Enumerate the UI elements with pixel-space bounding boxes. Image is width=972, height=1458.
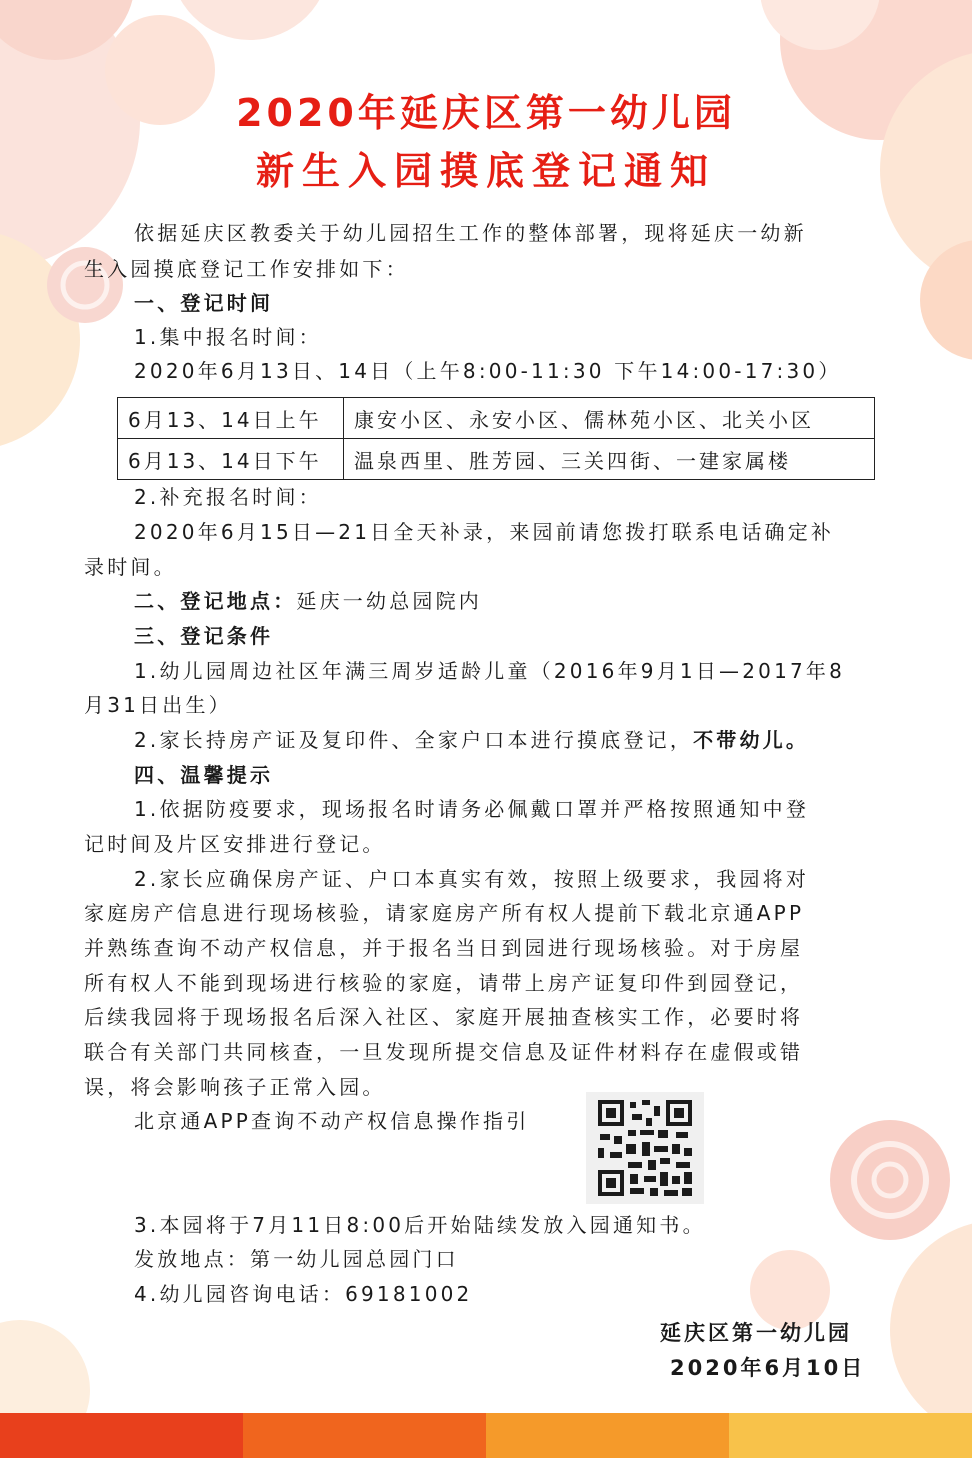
bar-segment — [729, 1413, 972, 1458]
bottom-color-bar — [0, 1413, 972, 1458]
section4-p2-line: 并熟练查询不动产权信息，并于报名当日到园进行现场核验。对于房屋 — [84, 936, 804, 960]
notice-title-line2: 新生入园摸底登记通知 — [255, 149, 716, 193]
section4-p2-line: 2.家长应确保房产证、户口本真实有效，按照上级要求，我园将对 — [134, 867, 810, 891]
section4-p2-line: 误，将会影响孩子正常入园。 — [84, 1075, 386, 1099]
section4-p2-line: 所有权人不能到现场进行核验的家庭，请带上房产证复印件到园登记， — [84, 971, 804, 995]
section3-item2-bold: 不带幼儿。 — [693, 728, 810, 752]
table-cell-areas: 温泉西里、胜芳园、三关四街、一建家属楼 — [344, 439, 875, 480]
bar-segment — [243, 1413, 486, 1458]
table-cell-areas: 康安小区、永安小区、儒林苑小区、北关小区 — [344, 398, 875, 439]
section1-heading: 一、登记时间 — [134, 291, 274, 315]
table-cell-time: 6月13、14日上午 — [118, 398, 344, 439]
section4-p2-line: 联合有关部门共同核查，一旦发现所提交信息及证件材料存在虚假或错 — [84, 1040, 804, 1064]
section4-p1-line1: 1.依据防疫要求，现场报名时请务必佩戴口罩并严格按照通知中登 — [134, 797, 810, 821]
section3-item1-line2: 月31日出生） — [84, 693, 232, 717]
bar-segment — [486, 1413, 729, 1458]
section3-item1-line1: 1.幼儿园周边社区年满三周岁适龄儿童（2016年9月1日—2017年8 — [134, 659, 846, 683]
beijingtong-guide-label: 北京通APP查询不动产权信息操作指引 — [134, 1109, 530, 1133]
section1-item2-line2: 录时间。 — [84, 555, 177, 579]
section2-value: 延庆一幼总园院内 — [296, 589, 483, 613]
section1-dates: 2020年6月13日、14日（上午8:00-11:30 下午14:00-17:30） — [134, 359, 842, 383]
section2 — [134, 588, 482, 614]
section1-item1: 1.集中报名时间： — [134, 325, 322, 349]
intro-line2: 生入园摸底登记工作安排如下： — [84, 257, 409, 281]
section4-p2-line: 后续我园将于现场报名后深入社区、家庭开展抽查核实工作，必要时将 — [84, 1005, 804, 1029]
section3-item2-text: 2.家长持房产证及复印件、全家户口本进行摸底登记， — [134, 728, 694, 752]
section3-item2 — [134, 727, 809, 753]
section4-p2-line: 家庭房产信息进行现场核验，请家庭房产所有权人提前下载北京通APP — [84, 901, 805, 925]
section2-heading: 二、登记地点： — [134, 589, 297, 613]
table-row — [118, 439, 875, 480]
signature-date: 2020年6月10日 — [670, 1356, 866, 1380]
section4-heading: 四、温馨提示 — [134, 763, 274, 787]
intro-line1: 依据延庆区教委关于幼儿园招生工作的整体部署，现将延庆一幼新 — [134, 221, 807, 245]
signature-org: 延庆区第一幼儿园 — [660, 1321, 852, 1345]
table-row — [118, 398, 875, 439]
section4-p4: 4.幼儿园咨询电话：69181002 — [134, 1282, 473, 1306]
section4-p3: 3.本园将于7月11日8:00后开始陆续发放入园通知书。 — [134, 1213, 706, 1237]
section3-heading: 三、登记条件 — [134, 624, 274, 648]
section4-p3-place: 发放地点：第一幼儿园总园门口 — [134, 1247, 459, 1271]
notice-title-line1: 2020年延庆区第一幼儿园 — [236, 91, 736, 135]
bar-segment — [0, 1413, 243, 1458]
schedule-table — [117, 397, 875, 480]
section4-p1-line2: 记时间及片区安排进行登记。 — [84, 832, 386, 856]
table-cell-time: 6月13、14日下午 — [118, 439, 344, 480]
qr-code-icon — [586, 1092, 704, 1204]
section1-item2-line1: 2020年6月15日—21日全天补录，来园前请您拨打联系电话确定补 — [134, 520, 835, 544]
section1-item2: 2.补充报名时间： — [134, 485, 322, 509]
